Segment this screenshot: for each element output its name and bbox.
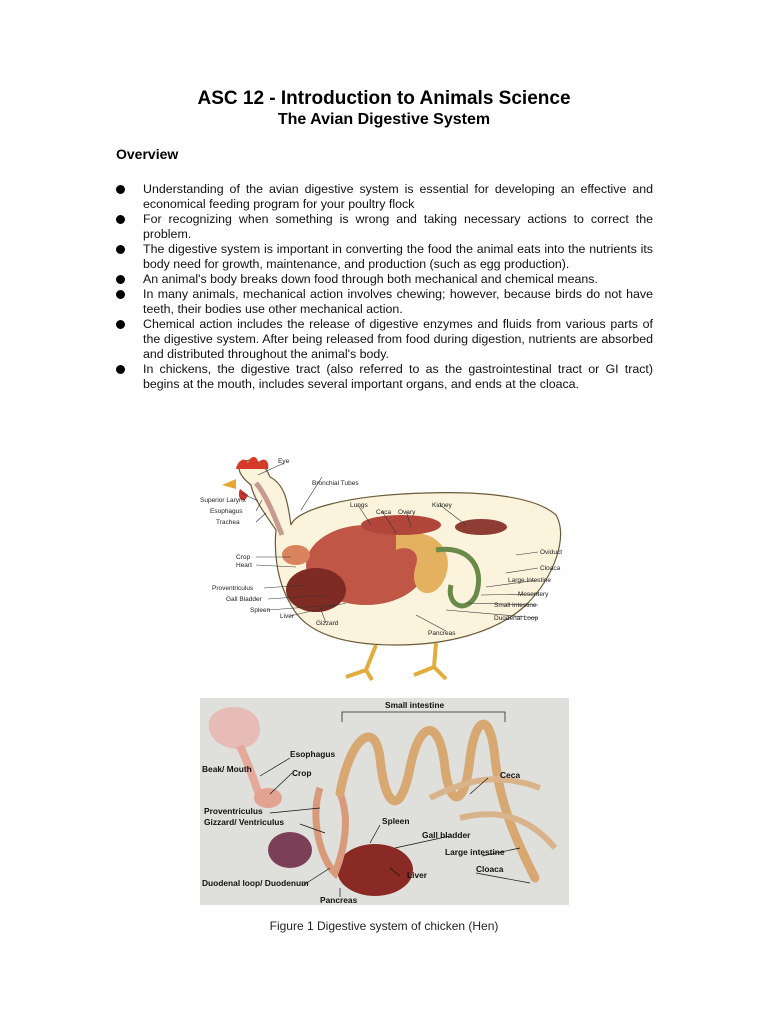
chicken-anatomy-illustration: [196, 455, 576, 685]
label-ceca: Ceca: [500, 770, 521, 780]
digestive-tract-photo: [200, 698, 569, 905]
label-small-intestine: Small intestine: [385, 700, 445, 710]
label-pancreas: Pancreas: [428, 630, 456, 637]
label-large-intestine: Large Intestine: [508, 577, 552, 584]
bullet-text: Chemical action includes the release of digestive enzymes and fluids from various parts of the digestive system. After being released from food during digestion, nutrients are absorbed and distributed throughout the animal's body.: [143, 317, 653, 361]
label-crop: Crop: [236, 554, 251, 561]
bullet-icon: [116, 185, 125, 194]
label-kidney: Kidney: [432, 502, 452, 509]
label-gall-bladder: Gall Bladder: [226, 596, 262, 603]
liver-shape: [337, 844, 413, 896]
crop-shape: [254, 788, 282, 808]
label-ceca: Ceca: [376, 509, 392, 516]
bullet-icon: [116, 320, 125, 329]
list-item: [116, 242, 653, 272]
list-item: [116, 317, 653, 362]
label-small-intestine: Small Intestine: [494, 602, 537, 609]
label-gall-bladder: Gall bladder: [422, 830, 471, 840]
label-liver: Liver: [407, 870, 428, 880]
bullet-icon: [116, 245, 125, 254]
label-liver: Liver: [280, 613, 295, 620]
bullet-text: Understanding of the avian digestive system is essential for developing an effective and economical feeding program for your poultry flock: [143, 182, 653, 211]
leg-right-shape: [414, 643, 446, 679]
label-bronchial-tubes: Bronchial Tubes: [312, 480, 359, 487]
overview-bullet-list: [116, 182, 653, 392]
leg-left-shape: [346, 645, 376, 680]
gizzard-shape: [286, 568, 346, 612]
gizzard-shape: [268, 832, 312, 868]
bullet-text: In chickens, the digestive tract (also referred to as the gastrointestinal tract or GI tract) begins at the mouth, includes several important organs, and ends at the cloaca.: [143, 362, 653, 391]
label-ovary: Ovary: [398, 509, 416, 516]
label-esophagus: Esophagus: [210, 508, 243, 515]
list-item: [116, 272, 653, 287]
list-item: [116, 182, 653, 212]
crop-shape: [282, 545, 310, 565]
beak-shape: [222, 479, 236, 489]
label-heart: Heart: [236, 562, 252, 569]
label-beak-mouth: Beak/ Mouth: [202, 764, 252, 774]
label-mesentery: Mesentery: [518, 591, 549, 598]
label-cloaca: Cloaca: [540, 565, 561, 572]
list-item: [116, 212, 653, 242]
label-spleen: Spleen: [382, 816, 410, 826]
label-spleen: Spleen: [250, 607, 271, 614]
kidney-shape: [455, 519, 507, 535]
section-heading-overview: Overview: [116, 146, 179, 162]
label-duodenal-loop: Duodenal loop/ Duodenum: [202, 878, 309, 888]
label-oviduct: Oviduct: [540, 549, 563, 556]
label-proventriculus: Proventriculus: [212, 585, 254, 592]
label-proventriculus: Proventriculus: [204, 806, 263, 816]
label-eye: Eye: [278, 458, 290, 465]
label-pancreas: Pancreas: [320, 895, 358, 905]
label-crop: Crop: [292, 768, 312, 778]
label-gizzard-ventriculus: Gizzard/ Ventriculus: [204, 817, 285, 827]
label-superior-larynx: Superior Larynx: [200, 497, 246, 504]
bullet-text: The digestive system is important in converting the food the animal eats into the nutrients its body need for growth, maintenance, and production (such as egg production).: [143, 242, 653, 271]
bullet-icon: [116, 365, 125, 374]
label-esophagus: Esophagus: [290, 749, 336, 759]
list-item: [116, 362, 653, 392]
list-item: [116, 287, 653, 317]
label-large-intestine: Large intestine: [445, 847, 505, 857]
lung-shape: [361, 515, 441, 535]
document-subtitle: The Avian Digestive System: [277, 111, 491, 128]
bullet-text: For recognizing when something is wrong and taking necessary actions to correct the problem.: [143, 212, 653, 241]
label-duodenal-loop: Duodenal Loop: [494, 615, 539, 622]
figure-caption: Figure 1 Digestive system of chicken (Hen): [269, 919, 499, 933]
bullet-text: In many animals, mechanical action involves chewing; however, because birds do not have teeth, their bodies use other mechanical action.: [143, 287, 653, 316]
label-cloaca: Cloaca: [476, 864, 504, 874]
bullet-text: An animal's body breaks down food through both mechanical and chemical means.: [143, 272, 598, 286]
comb-shape: [236, 457, 268, 469]
bullet-icon: [116, 215, 125, 224]
label-gizzard: Gizzard: [316, 620, 339, 627]
bullet-icon: [116, 275, 125, 284]
label-trachea: Trachea: [216, 519, 240, 526]
bullet-icon: [116, 290, 125, 299]
document-title: ASC 12 - Introduction to Animals Science: [197, 88, 571, 109]
label-lungs: Lungs: [350, 502, 368, 509]
